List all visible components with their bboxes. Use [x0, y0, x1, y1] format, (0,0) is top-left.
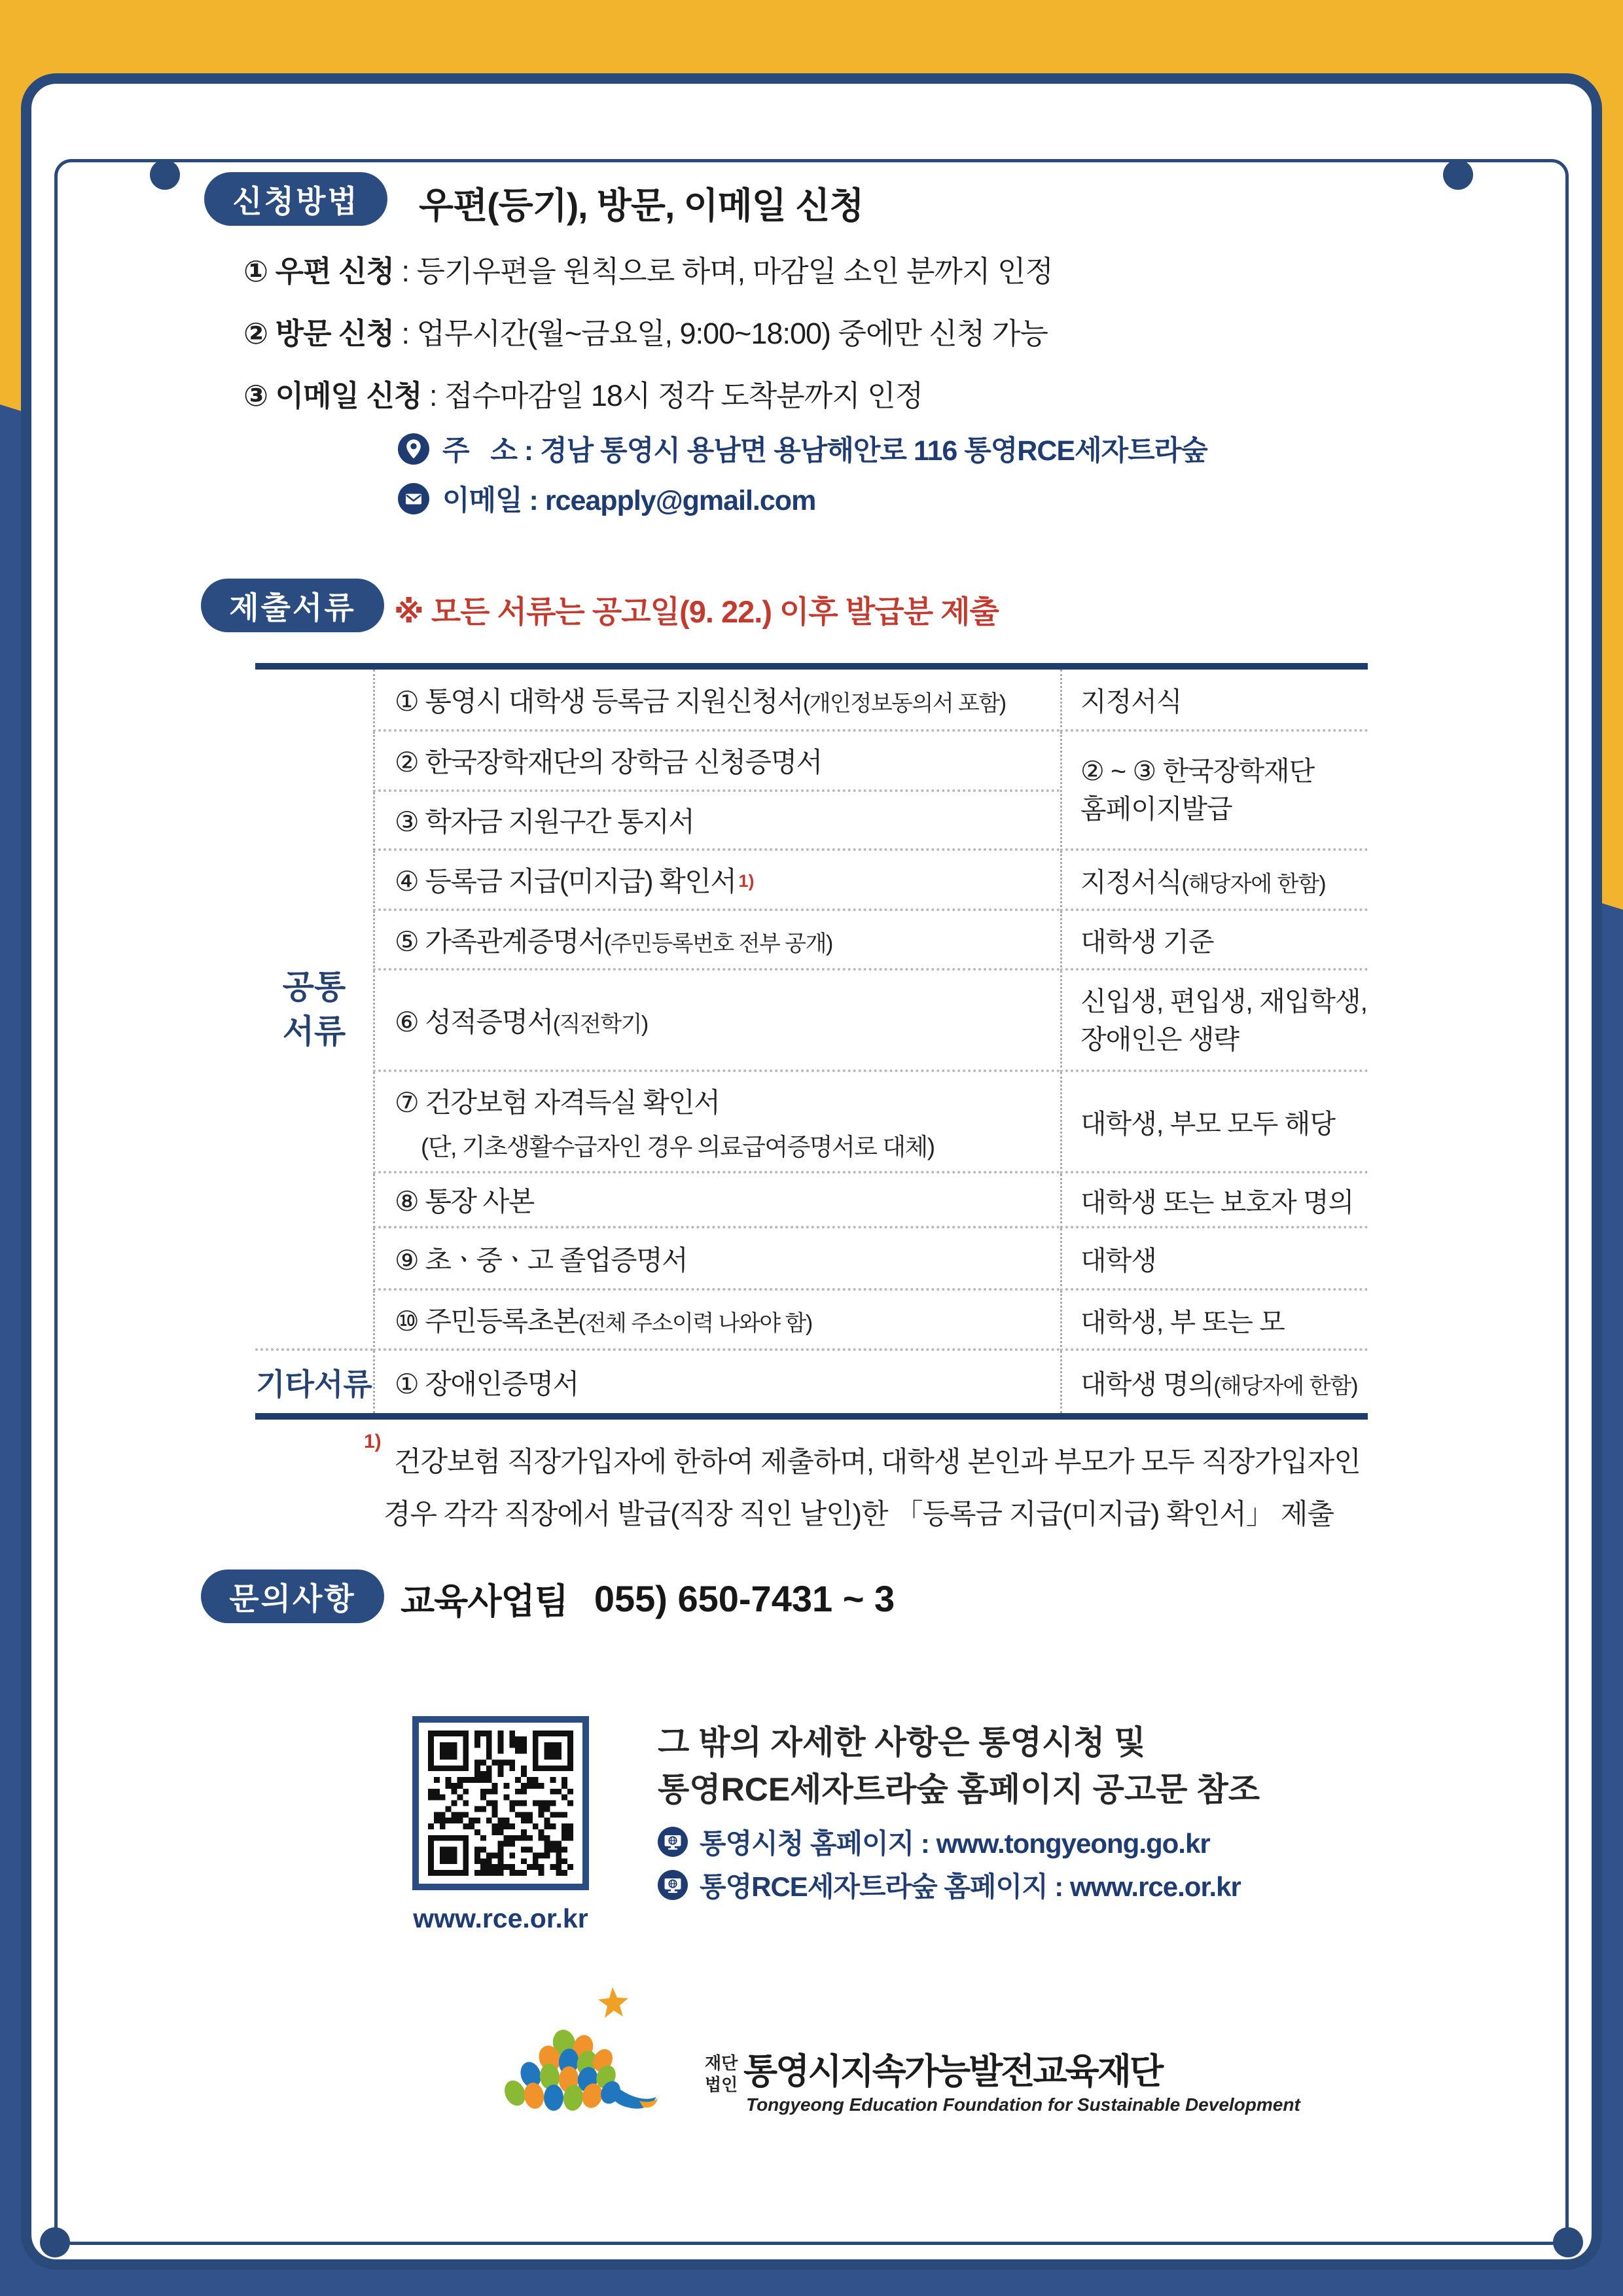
table-group-label-common: [255, 670, 373, 1351]
more-info-line: 그 밖의 자세한 사항은 통영시청 및: [658, 1724, 1146, 1761]
group-label-line: 서류: [282, 1013, 346, 1050]
homepage-link-row: [658, 1865, 1241, 1905]
doc-text: ⑧ 통장 사본: [395, 1186, 534, 1217]
table-row-doc: [373, 1229, 1060, 1291]
org-type-line: 법인: [705, 2075, 738, 2094]
contact-team: 교육사업팀: [401, 1582, 568, 1621]
foundation-logo-mark: [488, 1983, 690, 2127]
criteria-text: 지정서식: [1080, 687, 1182, 717]
corner-dot-top-right: [1443, 160, 1473, 190]
location-pin-icon: [398, 433, 429, 465]
qr-code: [412, 1716, 589, 1890]
criteria-text: 장애인은 생략: [1080, 1024, 1240, 1054]
pill-label: 문의사항: [229, 1581, 356, 1616]
table-row-doc: [373, 1351, 1060, 1413]
apply-item-label: ① 우편 신청: [243, 255, 394, 288]
doc-subtext: (직전학기): [552, 1011, 648, 1037]
doc-subtext: (개인정보동의서 포함): [802, 691, 1006, 716]
section-pill-documents: [201, 579, 384, 632]
doc-text: ① 장애인증명서: [395, 1368, 579, 1399]
footnote-line: 건강보험 직장가입자에 한하여 제출하며, 대학생 본인과 부모가 모두 직장가입자인: [394, 1446, 1361, 1478]
table-row-doc: [373, 971, 1060, 1072]
criteria-text: 대학생, 부 또는 모: [1080, 1306, 1285, 1337]
doc-subtext: (전체 주소이력 나와야 함): [578, 1311, 812, 1336]
doc-text: ⑨ 초ㆍ중ㆍ고 졸업증명서: [395, 1244, 688, 1276]
doc-subtext: (단, 기초생활수급자인 경우 의료급여증명서로 대체): [421, 1133, 935, 1160]
table-row-doc: [373, 670, 1060, 732]
address-row: [398, 429, 1207, 469]
apply-item-label: ③ 이메일 신청: [243, 379, 422, 412]
criteria-text: ② ~ ③ 한국장학재단: [1080, 756, 1315, 786]
doc-text: ⑦ 건강보험 자격득실 확인서: [395, 1086, 720, 1118]
corner-dot-bottom-right: [1553, 2227, 1583, 2257]
email-row: [398, 478, 815, 518]
homepage-link-text: 통영시청 홈페이지 : www.tongyeong.go.kr: [700, 1828, 1210, 1859]
criteria-text: 대학생 기준: [1080, 927, 1214, 957]
group-label-line: 기타서류: [256, 1367, 372, 1401]
envelope-icon: [398, 483, 429, 514]
group-label-line: 공통: [282, 968, 346, 1005]
table-row-criteria: [1060, 1072, 1368, 1174]
apply-item-label: ② 방문 신청: [243, 317, 394, 350]
doc-text: ⑥ 성적증명서: [395, 1006, 553, 1037]
table-row-doc: [373, 1291, 1060, 1351]
org-name-english: Tongyeong Education Foundation for Sustainable Development: [746, 2094, 1300, 2115]
section-pill-apply-method: [204, 172, 387, 226]
table-row-doc: [373, 732, 1060, 792]
doc-footnote-marker: 1): [738, 870, 755, 891]
corner-dot-bottom-left: [40, 2227, 70, 2257]
criteria-text: 대학생 또는 보호자 명의: [1080, 1187, 1354, 1217]
apply-item-email: [243, 372, 923, 414]
table-row-criteria: [1060, 1174, 1368, 1229]
criteria-text: 신입생, 편입생, 재입학생,: [1080, 986, 1368, 1016]
table-row-doc: [373, 851, 1060, 911]
apply-item-desc: : 업무시간(월~금요일, 9:00~18:00) 중에만 신청 가능: [394, 317, 1048, 350]
criteria-text: 대학생, 부모 모두 해당: [1080, 1109, 1336, 1139]
homepage-link-text: 통영RCE세자트라숲 홈페이지 : www.rce.or.kr: [700, 1871, 1241, 1902]
table-group-label-other: [255, 1351, 373, 1413]
doc-text: ③ 학자금 지원구간 통지서: [395, 806, 694, 837]
doc-text: ① 통영시 대학생 등록금 지원신청서: [395, 685, 803, 717]
table-row-criteria-merged: [1060, 732, 1368, 851]
homepage-link-row: [658, 1822, 1210, 1861]
table-row-criteria: [1060, 851, 1368, 911]
doc-text: ② 한국장학재단의 장학금 신청증명서: [395, 747, 822, 778]
doc-text: ⑤ 가족관계증명서: [395, 925, 604, 957]
criteria-subtext: (해당자에 한함): [1181, 871, 1326, 897]
qr-caption: www.rce.or.kr: [413, 1903, 588, 1933]
doc-text: ④ 등록금 지급(미지급) 확인서: [395, 866, 736, 897]
criteria-text: 대학생: [1080, 1246, 1156, 1276]
apply-item-mail: [243, 247, 1053, 290]
doc-subtext: (주민등록번호 전부 공개): [603, 931, 832, 956]
footnote-marker: 1): [364, 1431, 382, 1452]
apply-item-visit: [243, 310, 1048, 352]
pill-label: 신청방법: [232, 183, 359, 219]
website-icon: [658, 1870, 688, 1900]
table-row-doc: [373, 1174, 1060, 1229]
contact-info: [401, 1573, 895, 1624]
table-row-doc: [373, 1072, 1060, 1174]
website-icon: [658, 1827, 688, 1857]
more-info-line: 통영RCE세자트라숲 홈페이지 공고문 참조: [658, 1771, 1260, 1808]
footnote-line: 경우 각각 직장에서 발급(직장 직인 날인)한 「등록금 지급(미지급) 확인서」 제출: [383, 1499, 1334, 1530]
doc-text: ⑩ 주민등록초본: [395, 1306, 579, 1336]
table-row-criteria: [1060, 971, 1368, 1072]
star-icon: [598, 1987, 628, 2018]
apply-method-title: 우편(등기), 방문, 이메일 신청: [419, 185, 864, 226]
table-row-criteria: [1060, 1291, 1368, 1351]
section-pill-contact: [201, 1570, 384, 1623]
org-type-label: [705, 2053, 738, 2096]
table-row-criteria: [1060, 670, 1368, 732]
table-row-doc: [373, 911, 1060, 971]
corner-dot-top-left: [150, 160, 180, 190]
documents-table: [255, 663, 1368, 1420]
apply-item-desc: : 등기우편을 원칙으로 하며, 마감일 소인 분까지 인정: [394, 255, 1053, 288]
pill-label: 제출서류: [229, 590, 356, 625]
org-type-line: 재단: [705, 2053, 738, 2073]
apply-item-desc: : 접수마감일 18시 정각 도착분까지 인정: [421, 379, 923, 412]
criteria-text: 홈페이지발급: [1080, 794, 1232, 824]
email-text: 이메일 : rceapply@gmail.com: [442, 485, 816, 516]
documents-note: ※ 모든 서류는 공고일(9. 22.) 이후 발급분 제출: [394, 594, 999, 629]
contact-phone: 055) 650-7431 ~ 3: [594, 1578, 895, 1619]
table-row-criteria: [1060, 911, 1368, 971]
criteria-text: 지정서식: [1080, 867, 1182, 897]
criteria-subtext: (해당자에 한함): [1213, 1374, 1358, 1399]
org-name: 통영시지속가능발전교육재단: [743, 2052, 1162, 2091]
table-row-criteria: [1060, 1351, 1368, 1413]
table-row-criteria: [1060, 1229, 1368, 1291]
address-text: 주 소 : 경남 통영시 용남면 용남해안로 116 통영RCE세자트라숲: [442, 435, 1207, 467]
criteria-text: 대학생 명의: [1080, 1369, 1214, 1399]
table-row-doc: [373, 792, 1060, 851]
